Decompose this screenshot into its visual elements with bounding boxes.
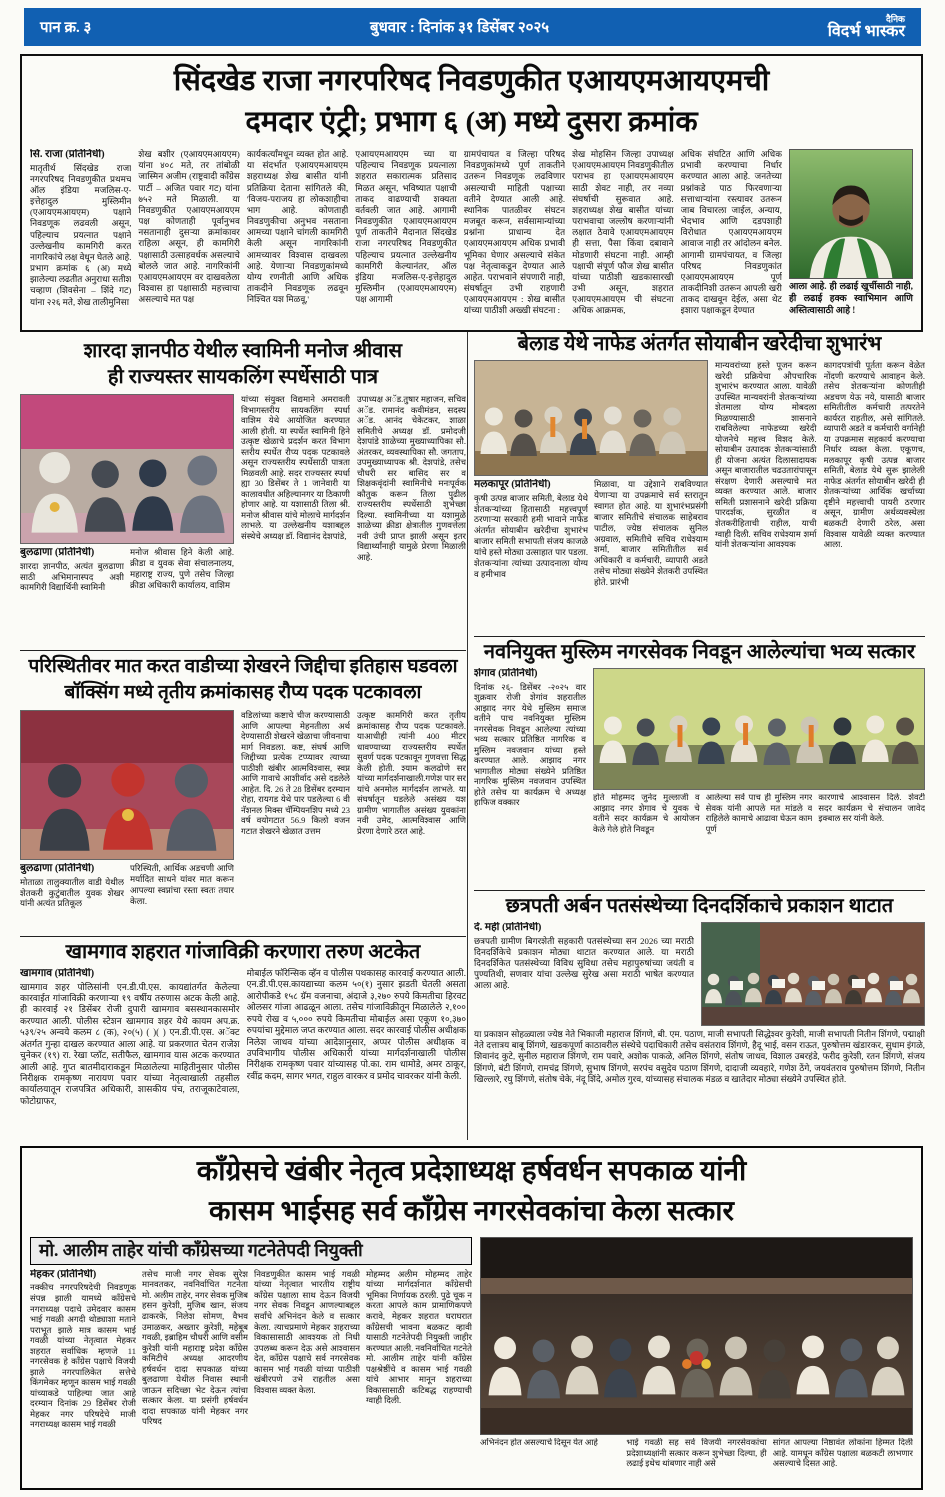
soybean-body [474, 360, 925, 588]
shegaon-bottom-strip [593, 793, 925, 836]
congress-byline: मेहकर (प्रतिनिधी) [30, 1268, 97, 1280]
calendar-headline: छत्रपती अर्बन पतसंस्थेच्या दिनदर्शिकाचे प्रकाशन थाटात [505, 895, 894, 917]
lead-column-6: शेख मोहसिन जिल्हा उपाध्यक्ष एआयएमआयएम निवडणुकीतील पराभव हा एआयएमआयएम साठी शेवट नाही, तर नव्या संघर्षाची सुरूवात आहे. शहराध्यक्ष शेख बासीत यांच्या पराभवाचा जल्लोष करणाऱ्यांनी लक्षात ठेवावे एआयएमआयएम ही सत्ता, पैसा किंवा दबावाने मोडणारी संघटना नाही. आम्ही पक्षाची संपूर्ण फौज शेख बासीत यांच्या पाठीशी खडकासारखी उभी असून, शहरात एआयएमआयएम ची संघटना अधिक आक्रमक, [572, 149, 674, 316]
soybean-byline: मलकापूर (प्रतिनिधी) [474, 479, 551, 490]
shegaon-bottom-col-2: आलेल्या सर्व पाच ही मुस्लिम नगर सेवक यांनी आपले मत मांडले व राहिलेले कामाचे आढावा घेऊन काम पूर्ण [705, 793, 813, 835]
congress-left-half [30, 1237, 472, 1483]
lead-column-7: अधिक संघटित आणि अधिक प्रभावी करण्याचा निर्धार करण्यात आला आहे. जनतेच्या प्रश्नांकडे पाठ फिरवणाऱ्या सत्ताधाऱ्यांना रस्त्यावर उतरून जाब विचारला जाईल, अन्याय, भेदभाव आणि दडपशाही विरोधात एआयएमआयएम आवाज नाही तर आंदोलन बनेल. आगामी ग्रामपंचायत, व जिल्हा परिषद निवडणुकांत एआयएमआयएम पूर्ण ताकदीनिशी उतरून आपली खरी ताकद दाखवून देईल, असा थेट इशारा पक्षाकडून देण्यात [680, 149, 782, 316]
boxing-column-1: वडिलांच्या कष्टाचे चीज करण्यासाठी आणि आपल्या मेहनतीला अर्थ देण्यासाठी शेखरने खेळाचा जीवनाचा मार्ग निवडला. कष्ट, संघर्ष आणि जिद्दीच्या प्रत्येक टप्प्यावर त्याच्या पाठीशी खंबीर आत्मविश्वास, स्वप्न आणि गावाचे आशीर्वाद असे दडलेले आहेत. दि. 26 ते 28 डिसेंबर दरम्यान रोहा, रायगड येथे पार पडलेल्या 6 वी नॅशनल मिक्स चॅम्पियनशिप मध्ये 23 वर्ष वयोगटात 56.9 किलो वजन गटात शेखरने खेळात उत्तम [241, 710, 350, 836]
cycling-under-col-1 [20, 547, 124, 593]
cycling-body [20, 394, 466, 593]
calendar-photo-illustration [702, 923, 924, 1025]
shegaon-lead-column-text: दिनांक २६- डिसेंबर -२०२५ वार शुक्रवार रोजी शेगांव शहरातील आझाद नगर येथे मुस्लिम समाज वतीने पाच नवनियुक्त मुस्लिम नगरसेवक निवडून आलेल्या त्यांच्या भव्य सत्कार प्रतिष्ठित नागरिक व मुस्लिम नवजवान यांच्या हस्ते करण्यात आले. आझाद नगर भागातील मोठ्या संख्येने प्रतिष्ठित नागरिक मुस्लिम नवजवान उपस्थित होते तसेच या कार्यक्रम चे अध्यक्ष हाफिज वक्कार [474, 681, 586, 808]
lead-column-3: कार्यकर्त्यांमधून व्यक्त होत आहे. या संदर्भात एआयएमआयएम शहराध्यक्ष शेख बासीत यांनी प्रतिक्रिया देताना सांगितले की, 'विजय-पराजय हा लोकशाहीचा भाग आहे. कोणताही निवडणुकीचा अनुभव नसताना आमच्या पक्षाने चांगली कामगिरी केली असून नागरिकांनी आमच्यावर विश्वास दाखवला आहे. येणाऱ्या निवडणुकांमध्ये योग्य रणनीती आणि अधिक ताकदीने निवडणूक लढवून निश्चित यश मिळवू,' [246, 149, 349, 305]
cycling-photo-illustration [21, 395, 233, 543]
congress-columns [30, 1269, 472, 1483]
soybean-column-1: मान्यवरांच्या हस्ते पूजन करून खरेदी प्रक्रियेचा औपचारिक शुभारंभ करण्यात आला. यावेळी उपस्थित मान्यवरांनी शेतकऱ्यांच्या शेतमाला योग्य मोबदला मिळण्यासाठी शासनाने राबविलेल्या नाफेडच्या खरेदी योजनेचे महत्त्व विशद केले. सोयाबीन उत्पादक शेतकऱ्यांसाठी ही योजना अत्यंत दिलासादायक असून बाजारातील चढउतारांपासून संरक्षण देणारी असल्याचे मत व्यक्त करण्यात आले. बाजार समिती प्रशासनाने खरेदी प्रक्रिया पारदर्शक, सुरळीत व शेतकरीहिताची राहील, याची ग्वाही दिली. सचिव राधेश्याम शर्मा यांनी शेतकऱ्यांना आवश्यक [715, 360, 817, 550]
ganja-headline: खामगाव शहरात गांजाविक्री करणारा तरुण अटकेत [65, 941, 421, 963]
lead-headline-line2: दमदार एंट्री; प्रभाग ६ (अ) मध्ये दुसरा क्रमांक [245, 106, 698, 138]
boxing-photo-illustration [21, 711, 233, 859]
cycling-photo [20, 394, 234, 544]
lead-column-2: शेख बशीर (एआयएमआयएम) यांना ४०८ मते, तर तांबोळी जास्मिन अजीम (राष्ट्रवादी काँग्रेस पार्टी – अजित पवार गट) यांना ७५२ मते मिळाली. या निवडणुकीत एआयएमआयएम पक्ष कोणताही पूर्वानुभव नसतानाही दुसऱ्या क्रमांकावर राहिला असून, ही कामगिरी पक्षासाठी उत्साहवर्धक असल्याचे बोलले जात आहे. नागरिकांनी एआयएमआयएम वर दाखवलेला विश्वास हा पक्षासाठी महत्त्वाचा असल्याचे मत पक्ष [138, 149, 240, 305]
column-divider-rule [467, 332, 468, 1140]
lead-photo-block [789, 149, 913, 323]
cycling-column-2: उपाध्यक्ष अॅड.तुषार महाजन, सचिव अॅड. रामानंद कवीमंडन, सदस्य अॅड. आनंद चेकेटकर, शाळा समितीचे अध्यक्ष डॉ. प्रमोदजी देशपांडे शाळेच्या मुख्याध्यापिका सौ. अंतरकर, व्यवस्थापिका सौ. जगताप, उपमुख्याध्यापक श्री. देशपांडे, तसेच चौधरी सर बासिद सर व शिक्षकवृंदांनी स्वामिनीचे मनःपूर्वक कौतुक करून तिला पुढील राज्यस्तरीय स्पर्धेसाठी शुभेच्छा दिल्या. स्वामिनीच्या या यशामुळे शाळेच्या क्रीडा क्षेत्रातील गुणवत्तेला नवी उंची प्राप्त झाली असून इतर विद्यार्थ्यांनाही यामुळे प्रेरणा मिळाली आहे. [357, 394, 466, 562]
soybean-photo-illustration [475, 361, 707, 475]
congress-photo-illustration [481, 1238, 912, 1434]
soybean-under-col-1-text: कृषी उत्पन्न बाजार समिती, बेलाड येथे शेतकऱ्यांच्या हितासाठी महत्त्वपूर्ण ठरणाऱ्या सरकारी हमी भावाने नाफेड अंतर्गत सोयाबीन खरेदीचा शुभारंभ बाजार समिती सभापती संजय काजळे यांचे हस्ते मोठ्या उत्साहात पार पडला. शेतकऱ्यांना त्यांच्या उत्पादनाला योग्य व हमीभाव [474, 492, 588, 579]
soybean-photo [474, 360, 708, 476]
logo-top-label: दैनिक [885, 13, 905, 24]
portrait-photo-illustration [790, 150, 912, 278]
date-line: बुधवार : दिनांक ३१ डिसेंबर २०२५ [370, 20, 550, 36]
cycling-under-photo [20, 547, 234, 593]
article-lead [20, 54, 923, 332]
soybean-column-2: कागदपत्रांची पूर्तता करून वेळेत नोंदणी करण्याचे आवाहन केले. तसेच शेतकऱ्यांना कोणतीही अडचण येऊ नये, यासाठी बाजार समितीतील कर्मचारी तत्परतेने कार्यरत राहतील, असे सांगितले. व्यापारी अडते व कर्मचारी वर्गानेही या उपक्रमास सहकार्य करण्याचा निर्धार व्यक्त केला. एकूणच, मलकापूर कृषी उत्पन्न बाजार समिती, बेलाड येथे सुरू झालेली नाफेड अंतर्गत सोयाबीन खरेदी ही शेतकऱ्यांच्या आर्थिक खर्चाच्या दृष्टीने महत्त्वाची पायरी ठरणार असून, ग्रामीण अर्थव्यवस्थेला बळकटी देणारी ठरेल, असा विश्वास यावेळी व्यक्त करण्यात आला. [823, 360, 925, 550]
boxing-body [20, 710, 466, 909]
shegaon-byline: शेगाव (प्रतिनिधी) [474, 668, 538, 679]
lead-photo-caption: आला आहे. ही लढाई खुर्चीसाठी नाही, ही लढाई हक्क स्वाभिमान आणि अस्तित्वासाठी आहे ! [788, 281, 913, 315]
cycling-headline [20, 338, 466, 390]
congress-right-half [480, 1237, 913, 1483]
article-congress [20, 1146, 923, 1490]
boxing-under-col-1 [20, 863, 124, 909]
congress-column-1 [30, 1269, 136, 1483]
lead-column-1-text: मातृतीर्थ सिंदखेड राजा नगरपरिषद निवडणुकीत प्रथमच ऑल इंडिया मजलिस-ए-इत्तेहादुल मुस्लिमीन (एआयएमआयएम) पक्षाने निवडणूक लढवली असून, पहिल्याच प्रयत्नात पक्षाने उल्लेखनीय कामगिरी करत नागरिकांचे लक्ष वेधून घेतले आहे. प्रभाग क्रमांक ६ (अ) मध्ये झालेल्या लढतीत अनुराधा सतीश चव्हाण (शिवसेना – शिंदे गट) यांना २२६ मते, शेख तालीमुनिसा [30, 162, 132, 307]
aimim-leader-photo [789, 149, 913, 279]
lead-headline [30, 61, 913, 143]
calendar-names-paragraph: या प्रकाशन सोहळ्याला ज्येष्ठ नेते भिकाजी महाराज शिंगणे, बी. एम. पठाण, माजी सभापती सिद्धेश्वर कुरेशी, माजी सभापती नितीन शिंगणे, पद्माक्षी नेते दत्तात्रय बाबू शिंगणे, खडकपूर्णा काठावरील संस्थेचे पदाधिकारी तसेच वसंतराव शिंगणे, हैदू भाई, वसन राऊत, पुरुषोत्तम खंडारकर, सुधाम इंगळे, शिवानंद कुटे, सुनील महाराज शिंगणे, राम पवारे, अशोक पाकळे, अनिल शिंगणे, संतोष जाधव, विशाल उबरहंडे, फरीद कुरेशी, रतन शिंगणे, संजय शिंगणे, बंटी शिंगणे, रामचंद्र शिंगणे, सुभाष शिंगणे, सरपंच वसुदेव पठाण शिंगणे, दादाजी व्यवहारे, गणेश ठेंगे, जयवंतराव पुरुषोत्तम शिंगणे, नितीन खिल्लारे, रघु शिंगणे, संतोष चेके, नंदू शिंदे, अमोल गुरव, यांच्यासह संचालक मंडळ व खातेदार मोठ्या संख्येने उपस्थित होते. [474, 1029, 925, 1084]
article-calendar [474, 890, 925, 1140]
congress-headline-line2: कासम भाईसह सर्व काँग्रेस नगरसेवकांचा केला सत्कार [209, 1196, 734, 1227]
shegaon-right-stack [593, 668, 925, 836]
shegaon-bottom-col-3: कारणाचे आश्वासन दिले. शेवटी सदर कार्यक्रम चे संचालन जावेद इक्बाल सर यांनी केले. [818, 793, 925, 824]
calendar-photo [701, 922, 925, 1026]
calendar-body [474, 922, 925, 1026]
ganja-column-2: मोबाईल फॉरेन्सिक व्हॅन व पोलीस पथकासह कारवाई करण्यात आली. एन.डी.पी.एस.कायद्याच्या कलम ५०(१) नुसार झडती घेतली असता आरोपीकडे १५८ ग्रॅम वजनाचा, अंदाजे ३,२७० रुपये किमतीचा हिरवट ओलसर गांजा आढळून आला. तसेच गांजाविक्रीतून मिळालेले २,१०० रुपये रोख व ५,००० रुपये किमतीचा मोबाईल असा एकूण १०,३७० रुपयांचा मुद्देमाल जप्त करण्यात आला. सदर कारवाई पोलीस अधीक्षक निलेश जाधव यांच्या आदेशानुसार, अप्पर पोलीस अधीक्षक व उपविभागीय पोलीस अधिकारी यांच्या मार्गदर्शनाखाली पोलीस निरीक्षक रामकृष्ण पवार यांच्यासह पो.का. राम धामोडे, अमर ठाकूर, रवींद्र कदम, सागर भगत, राहुल वारकर व प्रमोद चावरकर यांनी केली. [246, 968, 466, 1081]
congress-photo [480, 1237, 913, 1435]
lead-column-1 [30, 149, 131, 323]
lead-column-4: एआयएमआयएम च्या या पहिल्याच निवडणूक प्रयत्नाला शहरात सकारात्मक प्रतिसाद मिळत असून, भविष्यात पक्षाची ताकद वाढण्याची शक्यता वर्तवली जात आहे. आगामी निवडणुकीत एआयएमआयएम पूर्ण ताकतीने मैदानात सिंदखेड राजा नगरपरिषद निवडणुकीत पहिल्याच प्रयत्नात उल्लेखनीय कामगिरी केल्यानंतर, ऑल इंडिया मजलिस-ए-इत्तेहादुल मुस्लिमीन (एआयएमआयएम) पक्ष आगामी [355, 149, 457, 305]
shegaon-bottom-col-1: होते मोहम्मद जुनेद मुल्लाजी व आझाद नगर शेगाव चे युवक चे वतीने सदर कार्यक्रम चे आयोजन केले गेले होते निवडून [593, 793, 700, 835]
congress-column-2: तसेच माजी नगर सेवक सुरेश मानवतकर, नवनिर्वाचित गटनेता मो. अलीम ताहेर, नगर सेवक मुजिब हसन कुरेशी, मुजिब खान, संजय ढाकरके, निलेश सोमण, वैभव उमाळकर, अख्तार कुरेशी, महेबूब गवळी, इब्राहिम चौधरी आणि वसीम कुरेशी यांनी महाराष्ट्र प्रदेश काँग्रेस कमिटीचे अध्यक्ष आदरणीय हर्षवर्धन दादा सपकाळ यांच्या बुलढाणा येथील निवास स्थानी जाऊन सदिच्छा भेट देऊन त्यांचा सत्कार केला. या प्रसंगी हर्षवर्धन दादा सपकाळ यांनी मेहकर नगर परिषद [142, 1268, 248, 1427]
soybean-headline: बेलाड येथे नाफेड अंतर्गत सोयाबीन खरेदीचा शुभारंभ [517, 333, 882, 355]
congress-headline-line1: काँग्रेसचे खंबीर नेतृत्व प्रदेशाध्यक्ष हर्षवर्धन सपकाळ यांनी [196, 1156, 747, 1187]
lead-byline: सि. राजा (प्रतिनिधी) [30, 149, 105, 160]
cycling-byline: बुलढाणा (प्रतिनिधी) [20, 547, 95, 558]
lead-body [30, 149, 913, 323]
cycling-headline-line2: ही राज्यस्तर सायकलिंग स्पर्धेसाठी पात्र [107, 366, 379, 388]
soybean-under-photo [474, 479, 708, 588]
article-shegaon [474, 636, 925, 886]
soybean-under-col-2: मिळावा, या उद्देशाने राबविण्यात येणाऱ्या या उपक्रमाचे सर्व स्तरातून स्वागत होत आहे. या शुभारंभप्रसंगी बाजार समितीचे संचालक साहेबराव पाटील, ज्येष्ठ संचालक सुनिल अग्रवाल, समितीचे सचिव राधेश्याम शर्मा, बाजार समितीतील सर्व अधिकारी व कर्मचारी, व्यापारी अडते तसेच मोठ्या संख्येने शेतकरी उपस्थित होते. प्रारंभी [594, 479, 708, 588]
shegaon-headline: नवनियुक्त मुस्लिम नगरसेवक निवडून आलेल्यांचा भव्य सत्कार [483, 641, 916, 663]
newspaper-logo [828, 15, 905, 40]
congress-caption-1: अभिनंदन होत असल्याचे दिसून येत आहे [480, 1438, 598, 1447]
boxing-headline-line1: परिस्थितीवर मात करत वाडीच्या शेखरने जिद्दीचा इतिहास घडवला [28, 656, 458, 677]
congress-caption-3: सांगत आपल्या निष्ठावंत लोकांना हिम्मत दिली आहे. यामधून काँग्रेस पक्षाला बळकटी लाभणार असल्याचे दिसत आहे. [772, 1438, 913, 1469]
article-ganja [20, 936, 466, 1140]
ganja-byline: खामगाव (प्रतिनिधी) [20, 968, 95, 979]
cycling-headline-line1: शारदा ज्ञानपीठ येथील स्वामिनी मनोज श्रीवास [83, 340, 403, 362]
soybean-under-col-1 [474, 479, 588, 588]
shegaon-body [474, 668, 925, 836]
congress-subheadline: मो. आलीम ताहेर यांची काँग्रेसच्या गटनेतेपदी नियुक्ती [30, 1237, 472, 1265]
boxing-left-stack [20, 710, 234, 909]
boxing-column-2: उत्कृष्ट कामगिरी करत तृतीय क्रमांकासह रौप्य पदक पटकावले. याआधीही त्यांनी 400 मीटर धावण्याच्या राज्यस्तरीय स्पर्धेत सुवर्ण पदक पटकावून गुणवत्ता सिद्ध केली होती. श्याम कलढोणे सर यांच्या मार्गदर्शनाखाली.गणेश पार सर यांचे अनमोल मार्गदर्शन लाभले. या संघर्षातून घडलेले असंख्य यश ग्रामीण भागातील असंख्य युवकांना नवी उमेद, आत्मविश्वास आणि प्रेरणा देणारे ठरत आहे. [357, 710, 466, 836]
boxing-byline: बुलढाणा (प्रतिनिधी) [20, 863, 95, 874]
boxing-photo [20, 710, 234, 860]
cycling-under-col-2: मनोज श्रीवास हिने केली आहे. क्रीडा व युवक सेवा संचालनालय, महाराष्ट्र राज्य, पुणे तसेच जिल्हा क्रीडा अधिकारी कार्यालय, वाशिम [130, 547, 234, 590]
cycling-under-col-1-text: शारदा ज्ञानपीठ, अत्यंत बुलढाणा साठी अभिमानास्पद अशी कामगिरी विद्यार्थिनी स्वामिनी [20, 560, 124, 593]
article-boxing [20, 650, 466, 932]
lead-column-5: ग्रामपंचायत व जिल्हा परिषद निवडणुकांमध्ये पूर्ण ताकतीने उतरून निवडणूक लढविणार असल्याची माहिती पक्षाच्या वतीने देण्यात आली आहे. स्थानिक पातळीवर संघटन मजबूत करून, सर्वसामान्यांच्या प्रश्नांना प्राधान्य देत एआयएमआयएम अधिक प्रभावी भूमिका घेणार असल्याचे संकेत पक्ष नेतृत्वाकडून देण्यात आले आहेत. पराभवाने संपणारी नाही, संघर्षातून उभी राहणारी एआयएमआयएम : शेख बासीत यांच्या पाठीशी अख्खी संघटना : [463, 149, 566, 316]
calendar-byline: दे. मही (प्रतिनिधी) [474, 922, 542, 933]
lead-headline-line1: सिंदखेड राजा नगरपरिषद निवडणुकीत एआयएमआयएमची [173, 65, 770, 97]
article-soybean [474, 332, 925, 632]
ganja-column-1-text: खामगाव शहर पोलिसांनी एन.डी.पी.एस. कायद्यांतर्गत केलेल्या कारवाईत गांजाविक्री करणाऱ्या १९ वर्षीय तरुणास अटक केली आहे. ही कारवाई २१ डिसेंबर रोजी दुपारी खामगाव बसस्थानकासमोर करण्यात आली. पोलीस स्टेशन खामगाव शहर येथे कायम अप.क्र. ५३९/२५ अन्वये कलम ८ (क), २०(५) ( )( ) एन.डी.पी.एस. अॅक्ट अंतर्गत गुन्हा दाखल करण्यात आला आहे. या प्रकरणात चेतन राजेश चुनेकर (१९) रा. रेखा प्लॉट, सतीफैल, खामगाव यास अटक करण्यात आली आहे. गुप्त बातमीदाराकडून मिळालेल्या माहितीनुसार पोलीस निरीक्षक रामकृष्ण नारायण पवार यांच्या नेतृत्वाखाली तहसील कार्यालयातून राजपत्रित अधिकारी, शासकीय पंच, तराजूकाटेवाला, फोटोग्राफर, [20, 981, 240, 1106]
calendar-lead-column-text: छत्रपती ग्रामीण बिगरशेती सहकारी पतसंस्थेच्या सन 2026 च्या मराठी दिनदर्शिकेचे प्रकाशन मोठ्या थाटात करण्यात आले. या मराठी दिनदर्शिकेत पतसंस्थेच्या विविध सुविधा तसेच महापुरुषांच्या जयंती व पुण्यतिथी, सणवार यांचा उल्लेख सुरेख असा मराठी भाषेत करण्यात आला आहे. [474, 935, 694, 991]
soybean-left-stack [474, 360, 708, 588]
logo-title: विदर्भ भास्कर [827, 22, 905, 40]
calendar-lead-column [474, 922, 694, 1026]
ganja-body [20, 968, 466, 1107]
congress-column-3: निवडणुकीत कासम भाई गवळी यांच्या नेतृत्वात भारतीय राष्ट्रीय काँग्रेस पक्षाला साथ देऊन विजयी नगर सेवक निवडून आणल्याबद्दल सर्वांचे अभिनंदन केले व सत्कार केला. त्याचप्रमाणे मेहकर शहराच्या विकासासाठी आवश्यक तो निधी उपलब्ध करून देऊ असे आश्वासन देत, काँग्रेस पक्षाचे सर्व नगरसेवक कासम भाई गवळी यांच्या पाठीशी खंबीरपणे उभे राहतील असा विश्वास व्यक्त केला. [254, 1268, 360, 1395]
boxing-under-col-1-text: मोताळा तालुक्यातील वाडी येथील शेतकरी कुटुंबातील युवक शेखर यांनी अत्यंत प्रतिकूल [20, 876, 124, 909]
shegaon-photo-illustration [594, 669, 924, 789]
shegaon-photo [593, 668, 925, 790]
shegaon-lead-column [474, 668, 586, 836]
congress-column-1-text: नक्कीच नगरपरिषदेची निवडणूक संपन्न झाली यामध्ये काँग्रेसचे नगराध्यक्ष पदाचे उमेदवार कासम भाई गवळी अगदी थोड्याशा मताने पराभूत झाले मात्र कासम भाई गवळी यांच्या नेतृत्वात मेहकर शहरात सर्वाधिक म्हणजे 11 नगरसेवक हे काँग्रेस पक्षाचे विजयी झाले नगरपालिकेत सत्तेचे किंगमेकर म्हणून कासम भाई गवळी यांच्याकडे पाहिल्या जात आहे दरम्यान दिनांक 29 डिसेंबर रोजी मेहकर नगर परिषदेचे माजी नगराध्यक्ष कासम भाई गवळी [30, 1282, 136, 1430]
congress-column-4: मोहम्मद अलीम मोहम्मद ताहेर यांच्या मार्गदर्शनात काँग्रेसची भूमिका निर्णायक ठरली. पुढे चूक न करता आपले काम प्रामाणिकपणे करावे, मेहकर शहरात घराघरात काँग्रेसची भावना बळकट व्हावी यासाठी गटनेतेपदी नियुक्ती जाहीर करण्यात आली. नवनिर्वाचित गटनेते मो. आलीम ताहेर यांनी काँग्रेस पक्षश्रेष्ठींचे व कासम भाई गवळी यांचे आभार मानून शहराच्या विकासासाठी कटिबद्ध राहण्याची ग्वाही दिली. [366, 1268, 472, 1406]
page-number: पान क्र. ३ [40, 20, 92, 36]
ganja-column-1 [20, 968, 240, 1107]
article-cycling [20, 338, 466, 646]
cycling-left-stack [20, 394, 234, 593]
boxing-under-photo [20, 863, 234, 909]
boxing-under-col-2: परिस्थिती, आर्थिक अडचणी आणि मर्यादित साधने यांवर मात करून आपल्या स्वप्नांचा रस्ता स्वतः तयार केला. [130, 863, 234, 906]
masthead-bar [24, 8, 921, 46]
cycling-column-1: यांच्या संयुक्त विद्यमाने अमरावती विभागस्तरीय सायकलिंग स्पर्धा वाशिम येथे आयोजित करण्यात आली होती. या स्पर्धेत स्वामिनी हिने उत्कृष्ट खेळाचे प्रदर्शन करत विभाग स्तरीय स्पर्धेत रौप्य पदक पटकावले असून राज्यस्तरीय स्पर्धेसाठी पात्रता मिळवली आहे. सदर राज्यस्तर स्पर्धा ह्या 30 डिसेंबर ते 1 जानेवारी या कालावधीत अहिल्यानगर या ठिकाणी होणार आहे. या यशासाठी तिला श्री. मनोज श्रीवास यांचे मोलाचे मार्गदर्शन लाभले. या उल्लेखनीय यशाबद्दल संस्थेचे अध्यक्ष डॉ. विद्यानंद देशपांडे, [241, 394, 350, 541]
boxing-headline [20, 654, 466, 706]
congress-photo-caption [480, 1438, 913, 1470]
congress-caption-2: भाई गवळी सह सर्व विजयी नगरसेवकांचा प्रदेशाध्यक्षांनी सत्कार करून शुभेच्छा दिल्या, ही लढाई इथेच थांबणार नाही असे [626, 1438, 767, 1469]
congress-body [30, 1237, 913, 1483]
boxing-headline-line2: बॉक्सिंग मध्ये तृतीय क्रमांकासह रौप्य पदक पटकावला [64, 682, 422, 703]
congress-headline [30, 1152, 913, 1232]
